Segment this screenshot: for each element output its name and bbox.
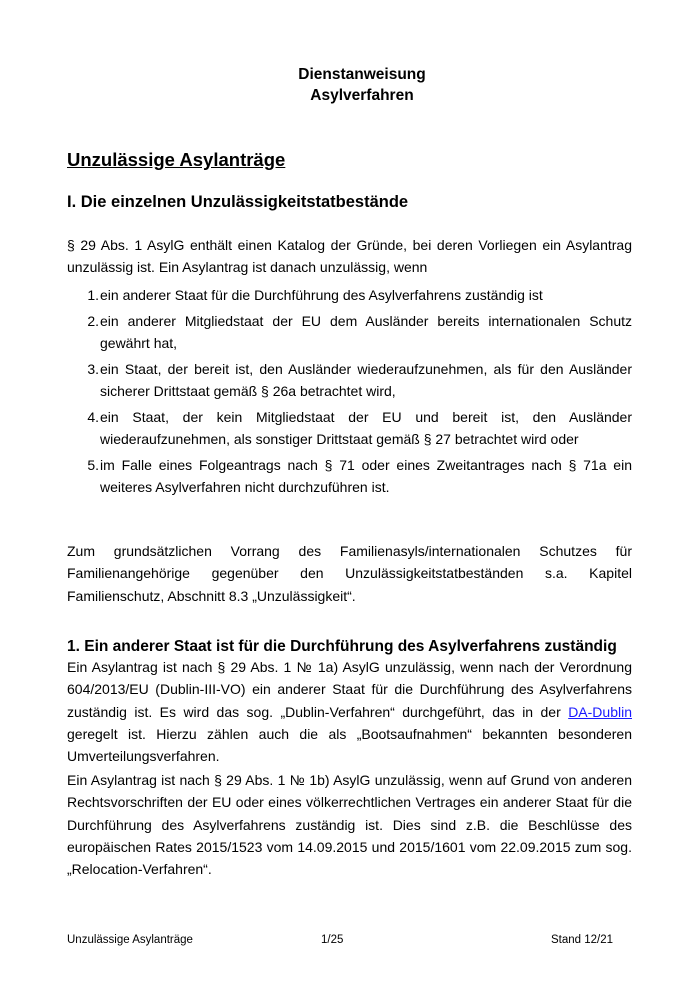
dublin-paragraph xyxy=(67,656,632,767)
footer-version: Stand 12/21 xyxy=(550,934,613,946)
list-item-text: ein Staat, der bereit ist, den Ausländer wiederaufzunehmen, als für den Ausländer sicherer Drittstaat gemäß § 26a betrachtet wird, xyxy=(100,360,632,400)
title-line-1: Dienstanweisung xyxy=(298,66,426,83)
list-item-text: ein anderer Staat für die Durchführung des Asylverfahrens zuständig ist xyxy=(100,287,543,303)
family-protection-note: Zum grundsätzlichen Vorrang des Familienasyls/internationalen Schutzes für Familienangehörige gegenüber den Unzulässigkeitstatbeständen s.a. Kapitel Familienschutz, Abschnitt 8.3 „Unzulässigkeit“. xyxy=(67,543,632,604)
footer-chapter-name: Unzulässige Asylanträge xyxy=(67,934,193,946)
list-item-text: im Falle eines Folgeantrags nach § 71 oder eines Zweitantrages nach § 71a ein weiteres Asylverfahren nicht durchzuführen ist. xyxy=(100,457,632,496)
list-item xyxy=(67,358,632,403)
list-item-number: 4. xyxy=(87,408,99,425)
list-item xyxy=(67,310,632,355)
relocation-paragraph: Ein Asylantrag ist nach § 29 Abs. 1 № 1b) AsylG unzulässig, wenn auf Grund von anderen Rechtsvorschriften der EU oder eines völkerrechtlichen Vertrages ein anderer Staat für die Durchführung des Asylverfahrens zuständig ist. Dies sind z.B. die Beschlüsse des europäischen Rates 2015/1523 vom 14.09.2015 und 2015/1601 vom 22.09.2015 zum sog. „Relocation-Verfahren“. xyxy=(67,772,632,878)
list-item xyxy=(67,454,632,499)
list-item-number: 2. xyxy=(87,312,99,329)
chapter-title: Unzulässige Asylanträge xyxy=(67,149,286,170)
list-item-text: ein Staat, der kein Mitgliedstaat der EU und bereit ist, den Ausländer wiederaufzunehmen, als sonstiger Drittstaat gemäß § 27 betrachtet wird oder xyxy=(100,408,632,448)
section-title: I. Die einzelnen Unzulässigkeitstatbestände xyxy=(67,193,409,211)
list-item xyxy=(67,284,632,306)
document-title xyxy=(67,64,657,106)
list-item-text: ein anderer Mitgliedstaat der EU dem Ausländer bereits internationalen Schutz gewährt hat, xyxy=(100,312,632,352)
grounds-list xyxy=(67,284,632,502)
list-item-number: 3. xyxy=(87,360,99,377)
page-footer xyxy=(67,932,632,950)
list-item-number: 1. xyxy=(87,287,99,303)
intro-paragraph: § 29 Abs. 1 AsylG enthält einen Katalog der Gründe, bei deren Vorliegen ein Asylantrag unzulässig ist. Ein Asylantrag ist danach unzulässig, wenn xyxy=(67,237,632,276)
title-line-2: Asylverfahren xyxy=(310,87,414,104)
list-item-number: 5. xyxy=(87,457,99,474)
footer-page-number: 1/25 xyxy=(321,934,344,946)
dublin-paragraph-text-start: Ein Asylantrag ist nach § 29 Abs. 1 № 1a) AsylG unzulässig, wenn nach der Verordnung 604/2013/EU (Dublin-III-VO) ein anderer Staat für die Durchführung des Asylverfahrens zuständig ist. Es wird das sog. „Dublin-Verfahren“ durchgeführt, das in der xyxy=(67,659,632,720)
da-dublin-link[interactable]: DA-Dublin xyxy=(568,703,632,720)
dublin-paragraph-text-end: geregelt ist. Hierzu zählen auch die als „Bootsaufnahmen“ bekannten besonderen Umverteilungsverfahren. xyxy=(67,725,632,765)
subsection-title: 1. Ein anderer Staat ist für die Durchführung des Asylverfahrens zuständig xyxy=(67,638,617,655)
list-item xyxy=(67,406,632,451)
